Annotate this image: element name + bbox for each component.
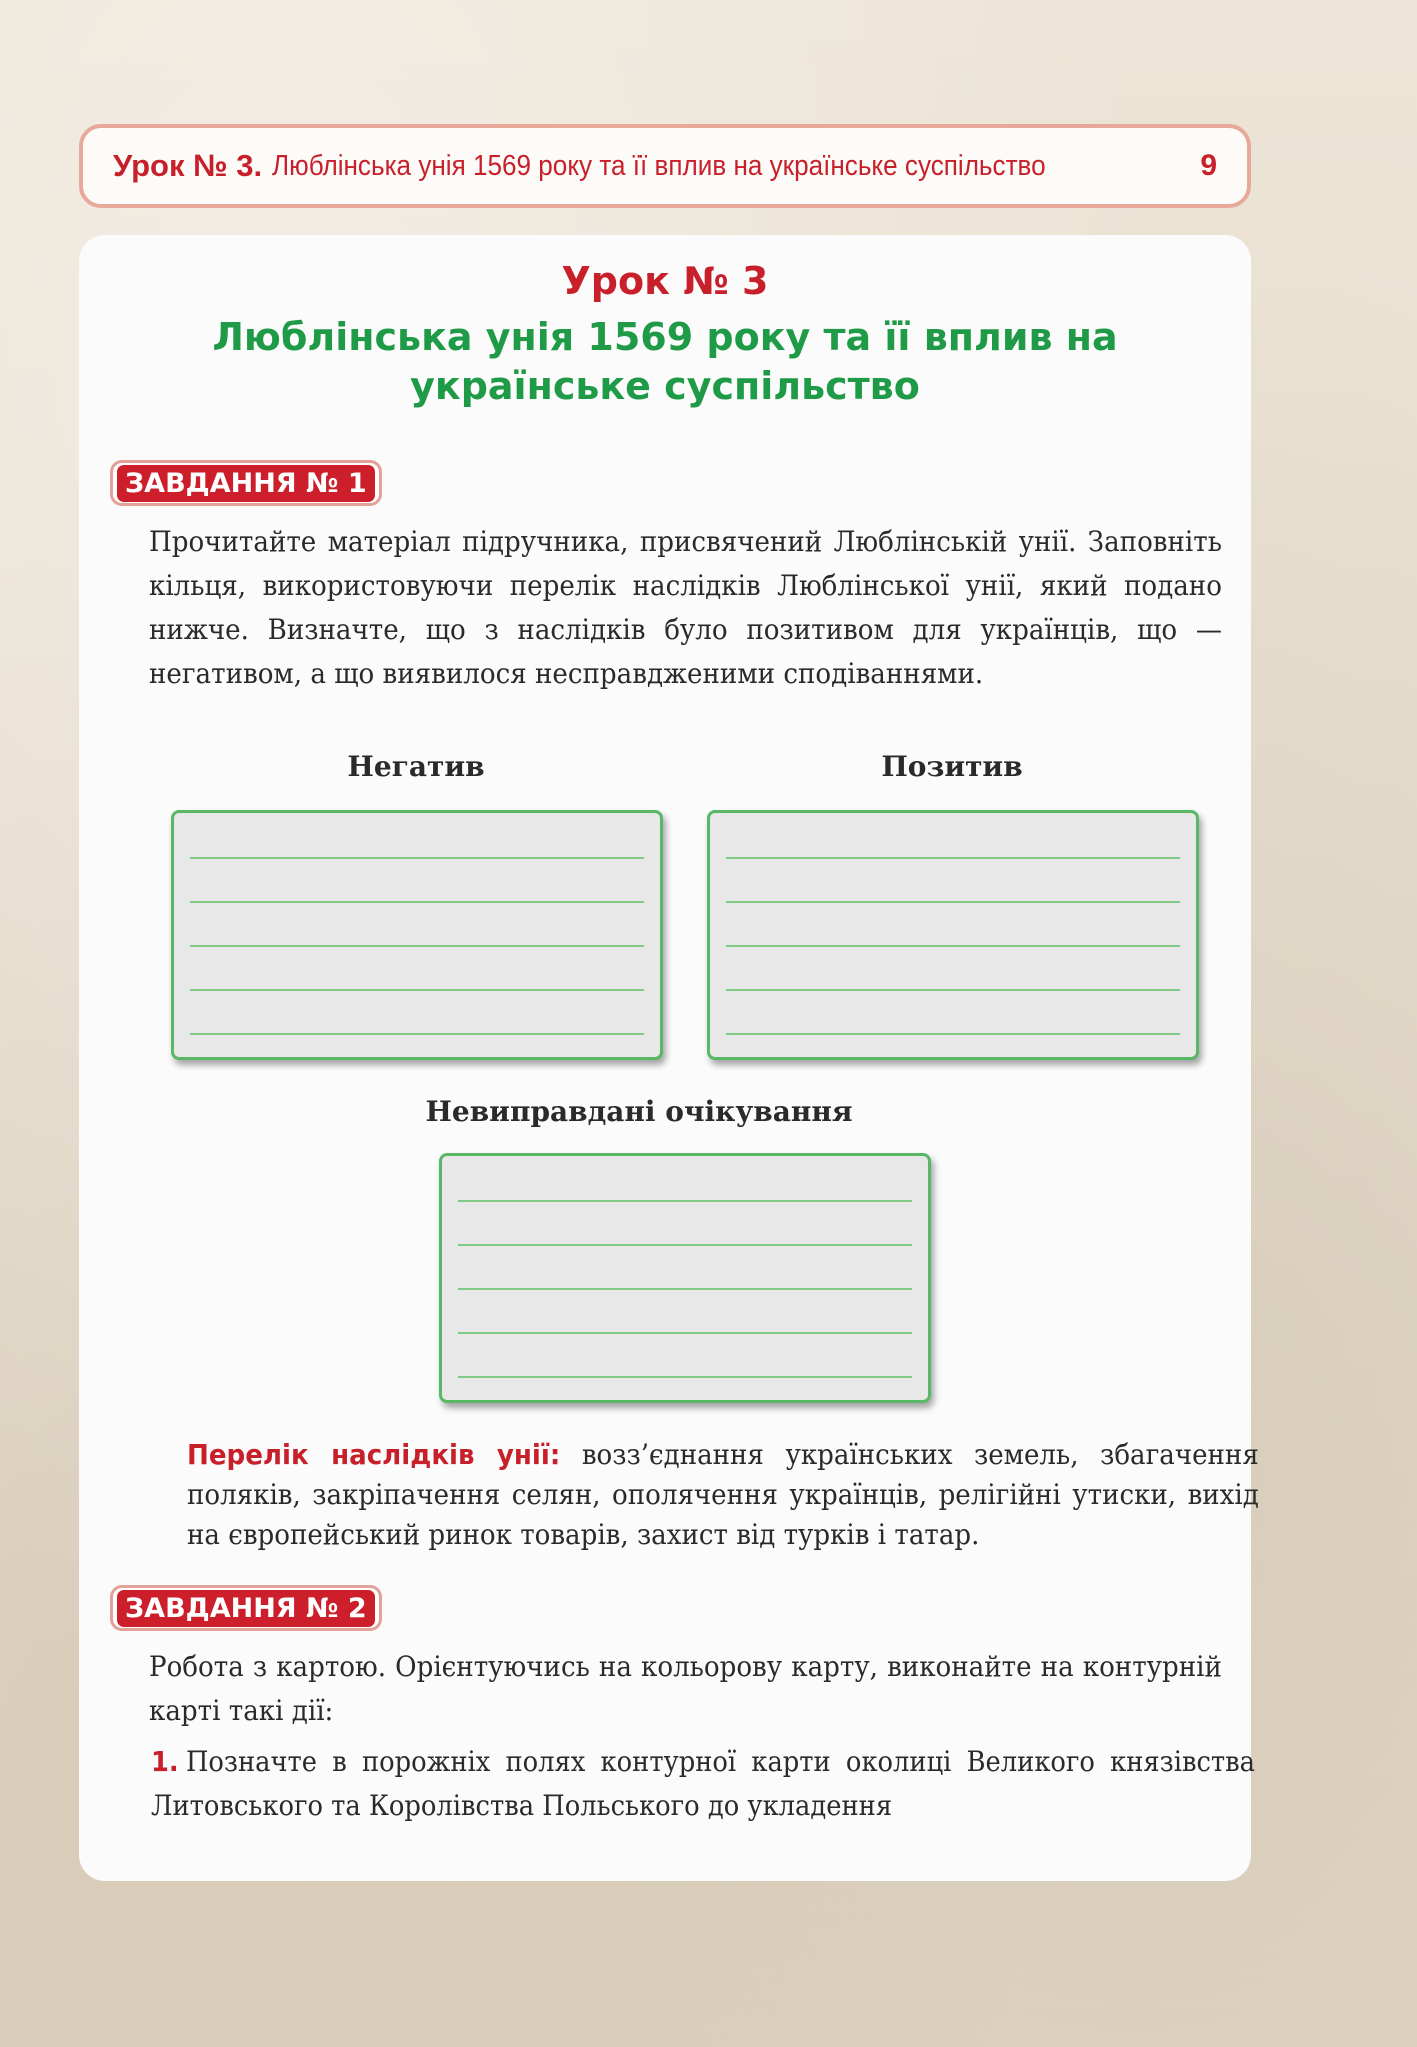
lesson-title: Урок № 3 bbox=[561, 259, 769, 303]
writing-line bbox=[458, 1376, 912, 1378]
unfulfilled-answer-box[interactable] bbox=[439, 1153, 931, 1403]
consequences-list bbox=[187, 1435, 1259, 1555]
writing-line bbox=[458, 1332, 912, 1334]
writing-line bbox=[726, 989, 1180, 991]
consequences-label: Перелік наслідків унії: bbox=[187, 1438, 561, 1471]
lesson-topic-title: Люблінська унія 1569 року та її вплив на українське суспільство bbox=[212, 315, 1118, 408]
writing-line bbox=[726, 1033, 1180, 1035]
writing-line bbox=[190, 989, 644, 991]
writing-line bbox=[190, 901, 644, 903]
task-2-badge-label: ЗАВДАННЯ № 2 bbox=[117, 1590, 375, 1627]
step-number: 1. bbox=[151, 1745, 179, 1778]
header-lesson-topic: Люблінська унія 1569 року та її вплив на українське суспільство bbox=[272, 149, 1046, 182]
positive-answer-box[interactable] bbox=[707, 810, 1199, 1060]
negative-label: Негатив bbox=[347, 750, 485, 783]
running-header bbox=[79, 124, 1251, 208]
writing-line bbox=[726, 901, 1180, 903]
writing-line bbox=[190, 857, 644, 859]
header-lesson-number: Урок № 3. bbox=[113, 148, 263, 183]
unfulfilled-label: Невиправдані очікування bbox=[425, 1095, 853, 1128]
writing-line bbox=[726, 945, 1180, 947]
writing-line bbox=[458, 1288, 912, 1290]
step-text: Позначте в порожніх полях контурної карти околиці Великого князівства Литовського та Королівства Польського до укладення bbox=[151, 1745, 1256, 1822]
task-2-step-1 bbox=[151, 1740, 1255, 1828]
consequences-text: возз’єднання українських земель, збагачення поляків, закріпачення селян, ополячення українців, релігійні утиски, вихід на європейський ринок товарів, захист від турків і татар. bbox=[187, 1438, 1259, 1551]
writing-line bbox=[190, 1033, 644, 1035]
writing-line bbox=[190, 945, 644, 947]
task-2-instructions: Робота з картою. Орієнтуючись на кольорову карту, виконайте на контурній карті такі дії: bbox=[149, 1650, 1222, 1727]
writing-line bbox=[458, 1244, 912, 1246]
positive-label: Позитив bbox=[881, 750, 1023, 783]
task-1-badge-label: ЗАВДАННЯ № 1 bbox=[117, 465, 375, 502]
task-1-instructions: Прочитайте матеріал підручника, присвячений Люблінській унії. Заповніть кільця, використовуючи перелік наслідків Люблінської унії, який подано нижче. Визначте, що з наслідків було позитивом для українців, що — негативом, а що виявилося несправдженими сподіваннями. bbox=[149, 525, 1222, 690]
content-card bbox=[79, 235, 1259, 1881]
task-2-badge bbox=[110, 1585, 382, 1631]
writing-line bbox=[726, 857, 1180, 859]
negative-answer-box[interactable] bbox=[171, 810, 663, 1060]
page-number: 9 bbox=[1200, 149, 1217, 182]
task-1-badge bbox=[110, 460, 382, 506]
writing-line bbox=[458, 1200, 912, 1202]
